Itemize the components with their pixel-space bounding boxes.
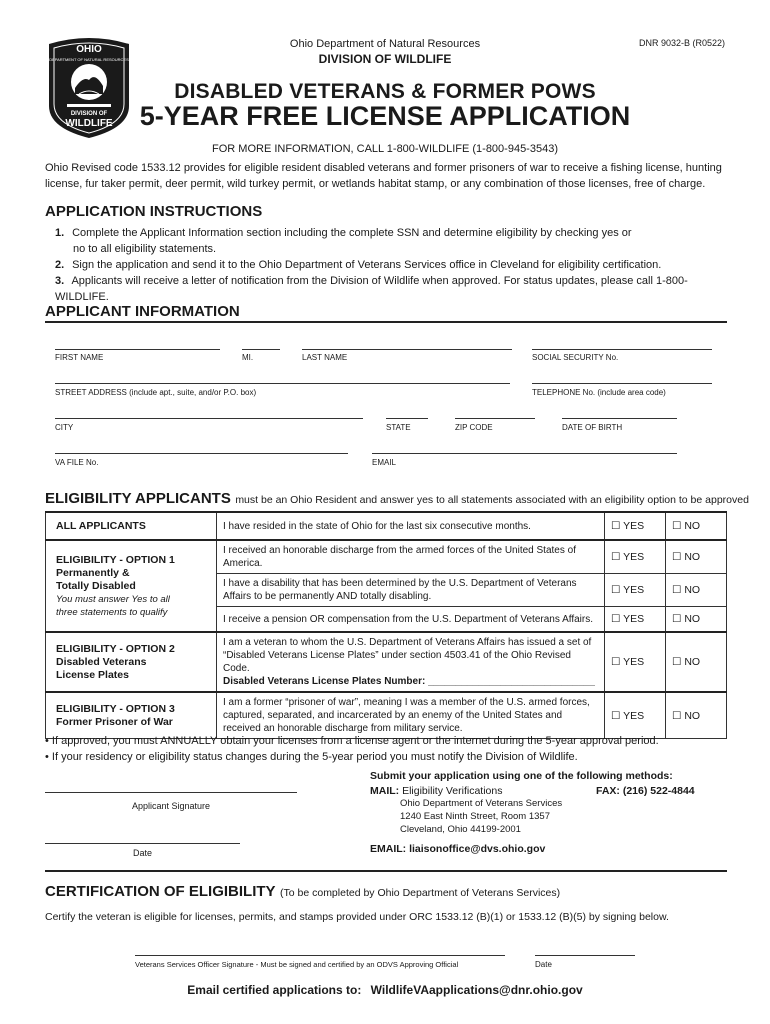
submit-heading: Submit your application using one of the following methods: [370, 770, 673, 782]
first-name-label: FIRST NAME [55, 353, 104, 362]
dob-field[interactable] [562, 418, 677, 419]
applicant-signature-label: Applicant Signature [131, 801, 211, 811]
yes-checkbox[interactable]: ☐ YES [605, 632, 666, 692]
all-applicants-label: ALL APPLICANTS [46, 512, 217, 540]
no-checkbox[interactable]: ☐ NO [666, 540, 727, 574]
telephone-field[interactable] [532, 383, 712, 384]
yes-checkbox[interactable]: ☐ YES [605, 692, 666, 739]
eligibility-statement: I received an honorable discharge from the armed forces of the United States of America. [217, 540, 605, 574]
applicant-signature-field[interactable] [45, 792, 297, 793]
certification-heading-row [45, 883, 560, 901]
no-checkbox[interactable]: ☐ NO [666, 692, 727, 739]
va-file-field[interactable] [55, 453, 348, 454]
mail-address: Ohio Department of Veterans Services 1240 East Ninth Street, Room 1357 Cleveland, Ohio 44199-2001 [400, 798, 563, 835]
first-name-field[interactable] [55, 349, 220, 350]
plates-number-field[interactable]: Disabled Veterans License Plates Number: ______________________________ [223, 676, 595, 687]
form-title-line1: DISABLED VETERANS & FORMER POWS [174, 80, 596, 103]
applicant-date-field[interactable] [45, 843, 240, 844]
yes-checkbox[interactable]: ☐ YES [605, 540, 666, 574]
officer-date-label: Date [535, 960, 552, 969]
ssn-label: SOCIAL SECURITY No. [532, 353, 619, 362]
division-name: DIVISION OF WILDLIFE [318, 52, 452, 66]
mail-label: MAIL: [370, 785, 400, 797]
officer-signature-field[interactable] [135, 955, 505, 956]
instructions-heading: APPLICATION INSTRUCTIONS [45, 203, 263, 220]
va-file-label: VA FILE No. [55, 458, 99, 467]
logo-arc-text: DEPARTMENT OF NATURAL RESOURCES [49, 57, 129, 62]
yes-checkbox[interactable]: ☐ YES [605, 512, 666, 540]
more-info-line: FOR MORE INFORMATION, CALL 1-800-WILDLIFE (1-800-945-3543) [212, 143, 558, 155]
eligibility-heading: ELIGIBILITY APPLICANTS [45, 490, 231, 507]
applicant-heading: APPLICANT INFORMATION [45, 303, 240, 320]
logo-division-text: DIVISION OF [70, 111, 108, 117]
no-checkbox[interactable]: ☐ NO [666, 512, 727, 540]
yes-checkbox[interactable]: ☐ YES [605, 607, 666, 633]
option3-label: ELIGIBILITY - OPTION 3 Former Prisoner of War [46, 692, 217, 739]
form-title-line2: 5-YEAR FREE LICENSE APPLICATION [139, 101, 631, 131]
ssn-field[interactable] [532, 349, 712, 350]
no-checkbox[interactable]: ☐ NO [666, 574, 727, 607]
certification-heading: CERTIFICATION OF ELIGIBILITY [45, 883, 276, 900]
logo-ohio-text: OHIO [76, 44, 102, 55]
eligibility-statement: I have resided in the state of Ohio for the last six consecutive months. [217, 512, 605, 540]
dob-label: DATE OF BIRTH [562, 423, 623, 432]
eligibility-statement: I receive a pension OR compensation from the U.S. Department of Veterans Affairs. [217, 607, 605, 633]
option1-label: ELIGIBILITY - OPTION 1 Permanently & Totally Disabled You must answer Yes to all three statements to qualify [46, 540, 217, 632]
mi-label: MI. [242, 353, 254, 362]
submit-email: EMAIL: liaisonoffice@dvs.ohio.gov [370, 843, 546, 855]
last-name-label: LAST NAME [302, 353, 348, 362]
instruction-item: 3. Applicants will receive a letter of notification from the Division of Wildlife when approved. For status updates, please call 1-800-WILDLIFE. [55, 275, 688, 303]
note-item: • If approved, you must ANNUALLY obtain your licenses from a license agent or the internet during the 5-year approval period. [45, 735, 659, 747]
applicant-date-label: Date [132, 848, 152, 858]
last-name-field[interactable] [302, 349, 512, 350]
table-row [46, 632, 727, 692]
instruction-item-cont: no to all eligibility statements. [73, 243, 217, 255]
eligibility-statement: I am a former “prisoner of war”, meaning I was a member of the U.S. armed forces, captured, separated, and incarcerated by an enemy of the United States and received an honorable discharge from military service. [217, 692, 605, 739]
officer-signature-label: Veterans Services Officer Signature - Must be signed and certified by an ODVS Approving Official [135, 960, 459, 969]
fax-number: FAX: (216) 522-4844 [596, 785, 695, 797]
agency-name: Ohio Department of Natural Resources [289, 38, 481, 50]
email-label: EMAIL [372, 458, 397, 467]
city-label: CITY [55, 423, 74, 432]
telephone-label: TELEPHONE No. (include area code) [532, 388, 666, 397]
instruction-item: 1. Complete the Applicant Information section including the complete SSN and determine eligibility by checking yes or [55, 227, 632, 239]
certified-email-line [0, 983, 770, 997]
instructions-list [55, 225, 735, 305]
eligibility-heading-note: must be an Ohio Resident and answer yes to all statements associated with an eligibility option to be approved [235, 494, 749, 506]
certification-note: (To be completed by Ohio Department of Veterans Services) [280, 887, 561, 899]
logo-wildlife-text: WILDLIFE [65, 118, 113, 129]
zip-field[interactable] [455, 418, 535, 419]
eligibility-statement: I have a disability that has been determined by the U.S. Department of Veterans Affairs to be permanently AND totally disabling. [217, 574, 605, 607]
intro-paragraph: Ohio Revised code 1533.12 provides for eligible resident disabled veterans and former prisoners of war to receive a fishing license, hunting license, fur taker permit, deer permit, wild turkey permit, or wetlands habitat stamp, or any combination of those licenses, free of charge. [45, 162, 722, 190]
notes [45, 733, 659, 765]
table-row [46, 692, 727, 739]
option2-label: ELIGIBILITY - OPTION 2 Disabled Veterans License Plates [46, 632, 217, 692]
no-checkbox[interactable]: ☐ NO [666, 607, 727, 633]
email-field[interactable] [372, 453, 677, 454]
note-item: • If your residency or eligibility status changes during the 5-year period you must notify the Division of Wildlife. [45, 751, 578, 763]
zip-label: ZIP CODE [455, 423, 493, 432]
state-field[interactable] [386, 418, 428, 419]
street-field[interactable] [55, 383, 510, 384]
no-checkbox[interactable]: ☐ NO [666, 632, 727, 692]
eligibility-heading-row [45, 490, 749, 508]
eligibility-table [45, 511, 727, 739]
yes-checkbox[interactable]: ☐ YES [605, 574, 666, 607]
officer-date-field[interactable] [535, 955, 635, 956]
section-divider [45, 321, 727, 323]
certification-text: Certify the veteran is eligible for licenses, permits, and stamps provided under ORC 1533.12 (B)(1) or 1533.12 (B)(5) by signing below. [45, 911, 669, 923]
form-number: DNR 9032-B (R0522) [638, 38, 725, 48]
certified-email-address[interactable]: WildlifeVAapplications@dnr.ohio.gov [370, 983, 583, 997]
state-label: STATE [386, 423, 411, 432]
section-divider [45, 870, 727, 872]
submit-methods [370, 770, 730, 855]
mail-to: Eligibility Verifications [402, 785, 503, 797]
instruction-item: 2. Sign the application and send it to the Ohio Department of Veterans Services office in Cleveland for eligibility certification. [55, 259, 662, 271]
city-field[interactable] [55, 418, 363, 419]
street-label: STREET ADDRESS (include apt., suite, and/or P.O. box) [55, 388, 257, 397]
eligibility-statement: I am a veteran to whom the U.S. Department of Veterans Affairs has issued a set of “Disabled Veterans License Plates” under section 4503.41 of the Ohio Revised Code. Disabled Veterans License Plates Number: ______________________________ [217, 632, 605, 692]
table-row [46, 512, 727, 540]
mi-field[interactable] [242, 349, 280, 350]
certified-email-label: Email certified applications to: [187, 983, 362, 997]
table-row [46, 540, 727, 574]
